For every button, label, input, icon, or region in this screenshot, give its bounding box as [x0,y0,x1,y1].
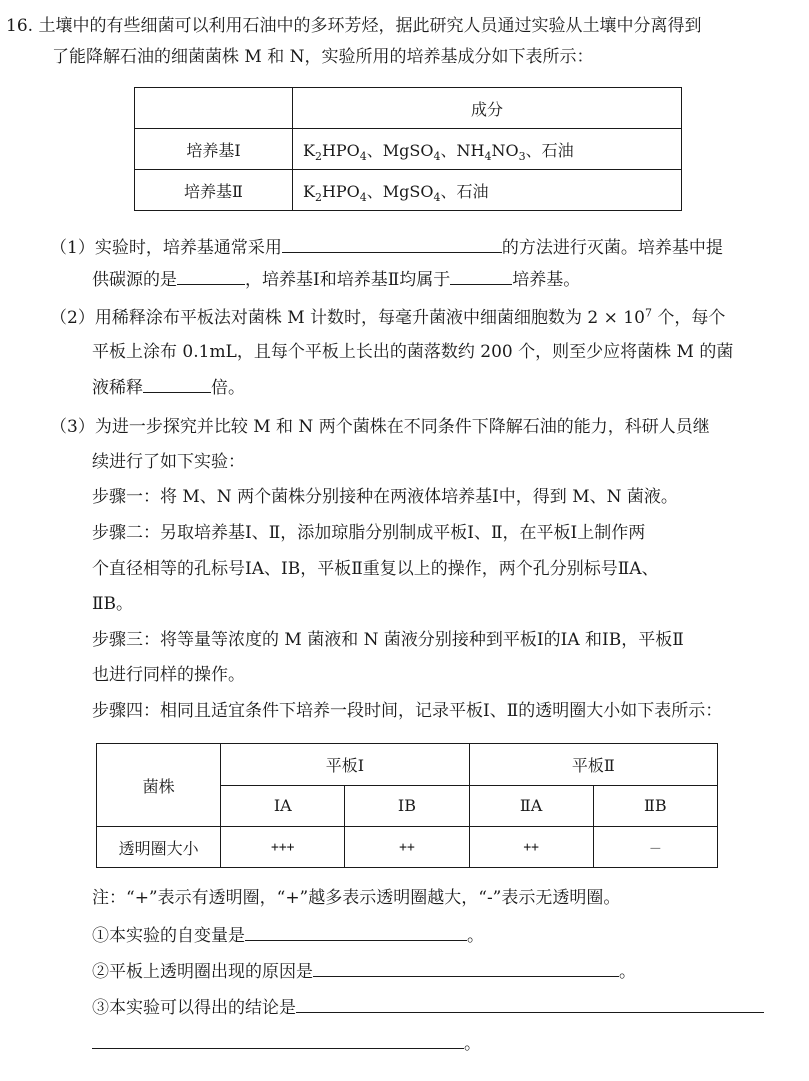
hole-2A-header: ⅡA [469,785,593,827]
answer-blank-dilution[interactable] [143,374,211,393]
plate2-header: 平板Ⅱ [469,744,717,786]
subquestion-b: ②平板上透明圈出现的原因是 。 [92,958,636,984]
table-row [97,827,718,868]
part3-line-2: 续进行了如下实验： [92,452,245,472]
medium-composition-table [134,87,682,211]
hole-1B-header: ⅠB [345,785,469,827]
hole-2B-header: ⅡB [593,785,717,827]
question-number: 16. [6,16,34,36]
step-2-line-1: 步骤二：另取培养基Ⅰ、Ⅱ，添加琼脂分别制成平板Ⅰ、Ⅱ，在平板Ⅰ上制作两 [92,523,646,543]
plate1-header: 平板Ⅰ [221,744,469,786]
step-4: 步骤四：相同且适宜条件下培养一段时间，记录平板Ⅰ、Ⅱ的透明圈大小如下表所示： [92,701,723,721]
question-intro-text-1: 土壤中的有些细菌可以利用石油中的多环芳烃，据此研究人员通过实验从土壤中分离得到 [38,16,702,36]
clear-zone-label: 透明圈大小 [97,827,221,868]
table-header-row [97,744,718,786]
answer-blank-independent-variable[interactable] [245,922,467,941]
medium-components-cell: $K_2HPO_4$、MgSO$_4$、$NH_4NO_3$、石油 [293,129,682,170]
medium-name-cell: 培养基Ⅰ [135,129,293,170]
medium-name-cell: 培养基Ⅱ [135,170,293,211]
step-2-line-2: 个直径相等的孔标号ⅠA、ⅠB，平板Ⅱ重复以上的操作，两个孔分别标号ⅡA、 [92,559,659,579]
strain-header: 菌株 [97,744,221,827]
answer-blank-carbon-source[interactable] [177,266,245,285]
table-row [135,170,682,211]
question-intro-line-2: 了能降解石油的细菌菌株 M 和 N，实验所用的培养基成分如下表所示： [52,47,594,67]
clear-zone-2B: － [593,827,717,868]
part2-line-3: 液稀释 倍。 [92,374,245,400]
subquestion-c-line-2: 。 [92,1030,481,1056]
subquestion-a: ①本实验的自变量是 。 [92,922,484,948]
table-header-row [135,88,682,129]
part2-line-1: （2）用稀释涂布平板法对菌株 M 计数时，每毫升菌液中细菌细胞数为 $2 \times 10^7$ 个，每个 [50,306,726,328]
subquestion-c: ③本实验可以得出的结论是 [92,994,764,1020]
table-header-empty-cell [135,88,293,129]
clear-zone-1A: +++ [221,827,345,868]
step-1: 步骤一：将 M、N 两个菌株分别接种在两液体培养基Ⅰ中，得到 M、N 菌液。 [92,487,678,507]
answer-blank-sterilization[interactable] [282,234,502,253]
clear-zone-1B: ++ [345,827,469,868]
table-note: 注：“+”表示有透明圈，“+”越多表示透明圈越大，“-”表示无透明圈。 [92,888,621,908]
question-intro-line-1 [6,14,701,38]
table-header-composition: 成分 [293,88,682,129]
medium-components-cell: $K_2HPO_4$、MgSO$_4$、石油 [293,170,682,211]
part1-line-1: （1）实验时，培养基通常采用 的方法进行灭菌。培养基中提 [50,234,723,260]
part1-line-2: 供碳源的是 ，培养基Ⅰ和培养基Ⅱ均属于 培养基。 [92,266,580,292]
answer-blank-clear-zone-reason[interactable] [313,958,619,977]
table-row [135,129,682,170]
answer-blank-conclusion-line-2[interactable] [92,1030,464,1049]
clear-zone-table [96,743,718,868]
answer-blank-conclusion-line-1[interactable] [296,994,764,1013]
clear-zone-2A: ++ [469,827,593,868]
hole-1A-header: ⅠA [221,785,345,827]
step-3-line-2: 也进行同样的操作。 [92,665,245,685]
part2-line-2: 平板上涂布 0.1mL，且每个平板上长出的菌落数约 200 个，则至少应将菌株 M 的菌 [92,342,734,362]
step-2-line-3: ⅡB。 [92,594,134,614]
answer-blank-medium-type[interactable] [450,266,512,285]
step-3-line-1: 步骤三：将等量等浓度的 M 菌液和 N 菌液分别接种到平板Ⅰ的ⅠA 和ⅠB，平板Ⅱ [92,630,684,650]
part3-line-1: （3）为进一步探究并比较 M 和 N 两个菌株在不同条件下降解石油的能力，科研人员继 [50,417,710,437]
